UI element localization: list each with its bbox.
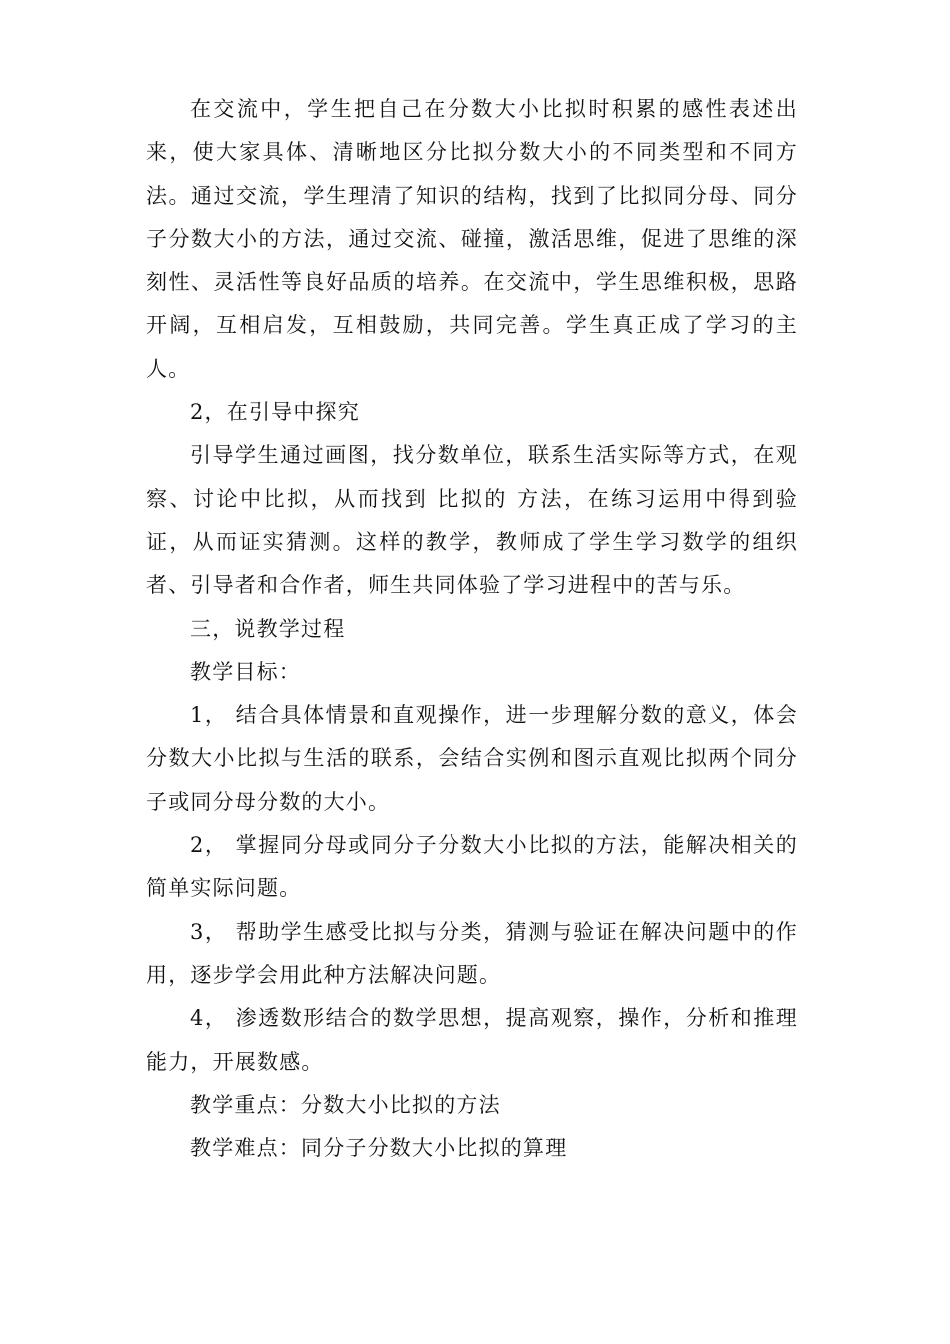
goal-item-2: 2， 掌握同分母或同分子分数大小比拟的方法，能解决相关的简单实际问题。 [146, 833, 798, 901]
goal-item-1: 1， 结合具体情景和直观操作，进一步理解分数的意义，体会分数大小比拟与生活的联系，会结合实例和图示直观比拟两个同分子或同分母分数的大小。 [146, 703, 798, 814]
paragraph-guided-exploration: 引导学生通过画图，找分数单位，联系生活实际等方式，在观察、讨论中比拟，从而找到 比拟的 方法，在练习运用中得到验证，从而证实猜测。这样的教学，教师成了学生学习数学的组织者、引导者和合作者，师生共同体验了学习进程中的苦与乐。 [146, 443, 798, 598]
goal-item-3: 3， 帮助学生感受比拟与分类，猜测与验证在解决问题中的作用，逐步学会用此种方法解决问题。 [146, 919, 798, 987]
heading-teaching-goals: 教学目标： [190, 659, 301, 684]
heading-teaching-process: 三，说教学过程 [190, 616, 346, 641]
document-body [146, 88, 798, 1170]
goal-item-4: 4， 渗透数形结合的数学思想，提高观察，操作，分析和推理能力，开展数感。 [146, 1006, 798, 1074]
paragraph-exchange-summary: 在交流中，学生把自己在分数大小比拟时积累的感性表述出来，使大家具体、清晰地区分比拟分数大小的不同类型和不同方法。通过交流，学生理清了知识的结构，找到了比拟同分母、同分子分数大小的方法，通过交流、碰撞，激活思维，促进了思维的深刻性、灵活性等良好品质的培养。在交流中，学生思维积极，思路开阔，互相启发，互相鼓励，共同完善。学生真正成了学习的主人。 [146, 97, 798, 381]
heading-guided-exploration: 2，在引导中探究 [190, 400, 360, 425]
teaching-difficulty: 教学难点：同分子分数大小比拟的算理 [190, 1136, 568, 1161]
teaching-key-point: 教学重点：分数大小比拟的方法 [190, 1092, 501, 1117]
